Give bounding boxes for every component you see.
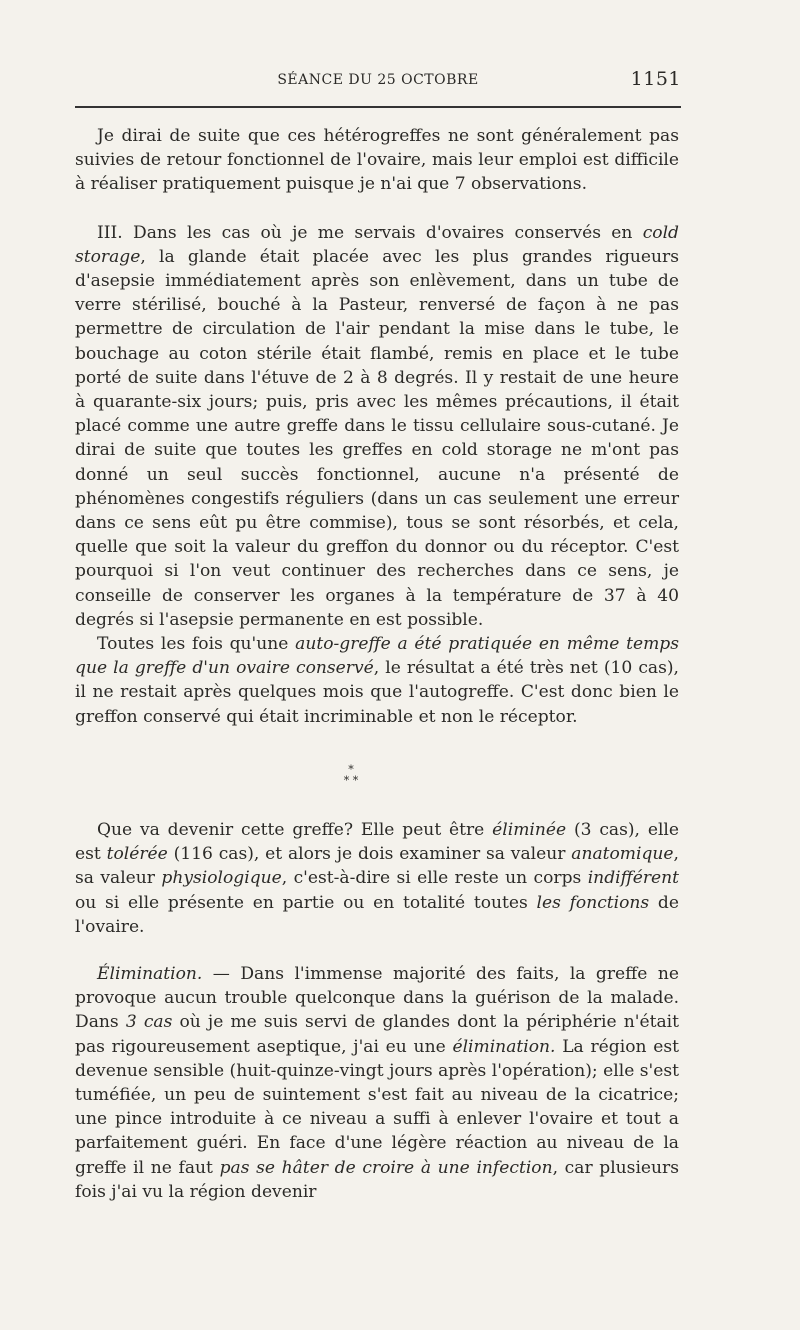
text-block-top — [75, 124, 679, 729]
paragraph-heterografts: Je dirai de suite que ces hétérogreffes ne sont généralement pas suivies de retour fonctionnel de l'ovaire, mais leur emploi est difficile à réaliser pratiquement puisque je n'ai que 7 observations. — [75, 126, 679, 195]
running-header — [75, 66, 681, 92]
text-block-fate — [75, 818, 679, 939]
header-rule — [75, 106, 681, 108]
paragraph-elimination: Élimination. — Dans l'immense majorité des faits, la greffe ne provoque aucun trouble quelconque dans la guérison de la malade. Dans 3 cas où je me suis servi de glandes dont la périphérie n'était pas rigoureusement aseptique, j'ai eu une élimination. La région est devenue sensible (huit-quinze-vingt jours après l'opération); elle s'est tuméfiée, un peu de suintement s'est fait au niveau de la cicatrice; une pince introduite à ce niveau a suffi à enlever l'ovaire et tout a parfaitement guéri. En face d'une légère réaction au niveau de la greffe il ne faut pas se hâter de croire à une infection, car plusieurs fois j'ai vu la région devenir — [75, 964, 679, 1202]
page-number: 1151 — [630, 68, 681, 90]
text-block-elimination — [75, 962, 679, 1204]
paragraph-cold-storage: III. Dans les cas où je me servais d'ovaires conservés en cold storage, la glande était placée avec les plus grandes rigueurs d'asepsie immédiatement après son enlèvement, dans un tube de verre stérilisé, bouché à la Pasteur, renversé de façon à ne pas permettre de circulation de l'air pendant la mise dans le tube, le bouchage au coton stérile était flambé, remis en place et le tube porté de suite dans l'étuve de 2 à 8 degrés. Il y restait de une heure à quarante-six jours; puis, pris avec les mêmes précautions, il était placé comme une autre greffe dans le tissu cellulaire sous-cutané. Je dirai de suite que toutes les greffes en cold storage ne m'ont pas donné un seul succès fonctionnel, aucune n'a présenté de phénomènes congestifs réguliers (dans un cas seulement une erreur dans ce sens eût pu être commise), tous se sont résorbés, et cela, quelle que soit la valeur du greffon du donnor ou du réceptor. C'est pourquoi si l'on veut continuer des recherches dans ce sens, je conseille de conserver les organes à la température de 37 à 40 degrés si l'asepsie permanente en est possible. — [75, 222, 679, 630]
section-heading-elimination: Élimination. — [97, 964, 203, 984]
running-title: SÉANCE DU 25 OCTOBRE — [277, 72, 479, 88]
section-separator-asterism: * * * — [343, 763, 359, 787]
paragraph-autograft: Toutes les fois qu'une auto-greffe a été pratiquée en même temps que la greffe d'un ovaire conservé, le résultat a été très net (10 cas), il ne restait après quelques mois que l'autogreffe. C'est donc bien le greffon conservé qui était incriminable et non le réceptor. — [75, 634, 679, 727]
paragraph-fate-of-graft: Que va devenir cette greffe? Elle peut être éliminée (3 cas), elle est tolérée (116 cas), et alors je dois examiner sa valeur anatomique, sa valeur physiologique, c'est-à-dire si elle reste un corps indifférent ou si elle présente en partie ou en totalité toutes les fonctions de l'ovaire. — [75, 820, 680, 937]
